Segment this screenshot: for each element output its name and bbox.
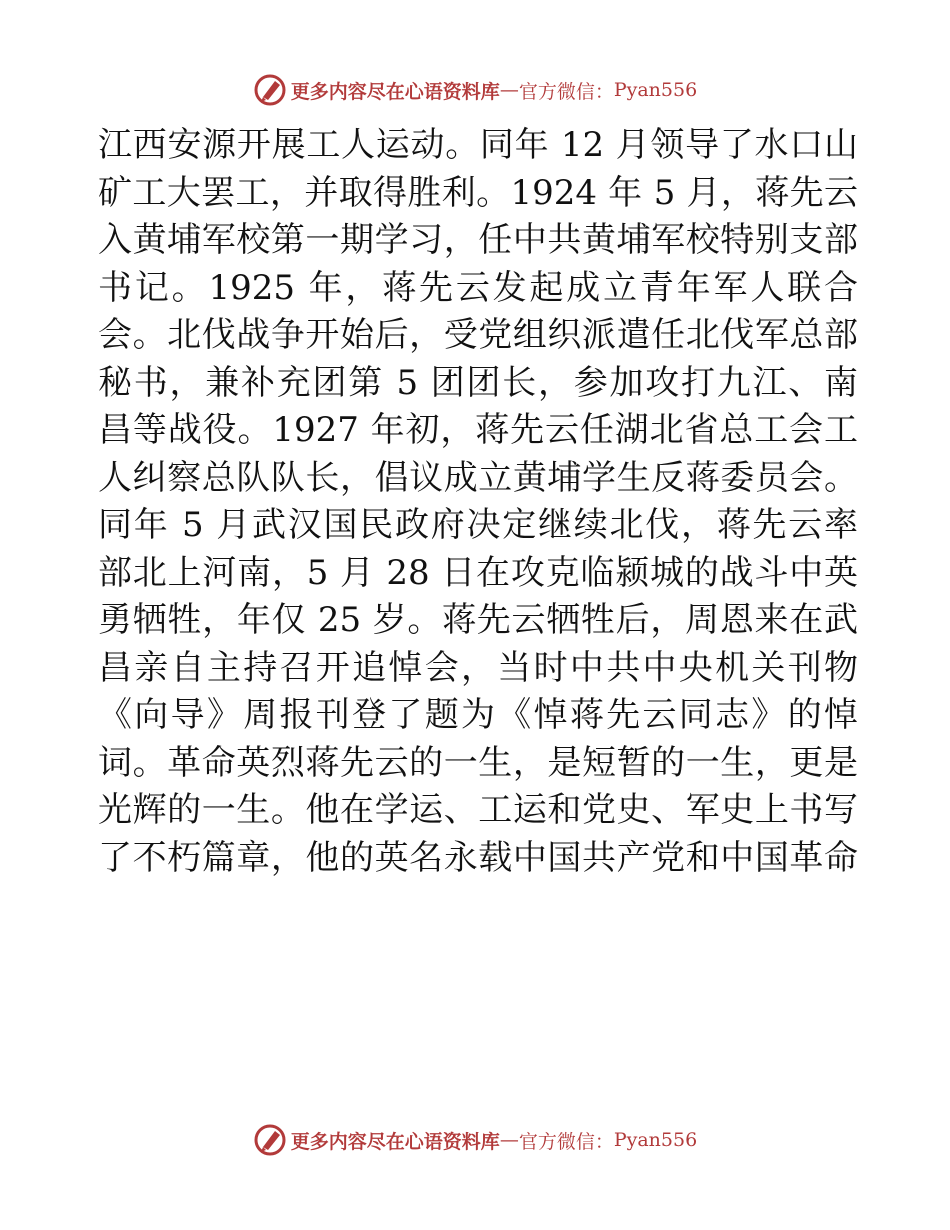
- body-line-6: 秘书，兼补充团第 5 团团长，参加攻打九江、南: [98, 362, 858, 403]
- body-line-15: 光辉的一生。他在学运、工运和党史、军史上书写: [98, 790, 858, 830]
- banner-separator: —: [499, 79, 519, 101]
- body-line-5: 会。北伐战争开始后，受党组织派遣任北伐军总部: [98, 315, 858, 355]
- pen-circle-logo-icon: [253, 73, 287, 107]
- banner-separator: —: [499, 1129, 519, 1151]
- banner-main-text: 更多内容尽在心语资料库: [290, 1130, 500, 1153]
- body-line-1: 江西安源开展工人运动。同年 12 月领导了水口山: [98, 125, 858, 165]
- banner-contact-id: Pyan556: [613, 1129, 698, 1151]
- body-line-11: 勇牺牲，年仅 25 岁。蒋先云牺牲后，周恩来在武: [98, 600, 858, 640]
- banner-main-text: 更多内容尽在心语资料库: [290, 80, 500, 103]
- body-line-14: 词。革命英烈蒋先云的一生，是短暂的一生，更是: [98, 742, 858, 783]
- body-line-3: 入黄埔军校第一期学习，任中共黄埔军校特别支部: [98, 220, 858, 260]
- body-line-12: 昌亲自主持召开追悼会，当时中共中央机关刊物: [98, 647, 858, 688]
- banner-contact-label: 官方微信：: [518, 80, 614, 103]
- banner-contact-id: Pyan556: [613, 79, 698, 101]
- document-body: [98, 122, 858, 882]
- body-line-2: 矿工大罢工，并取得胜利。1924 年 5 月，蒋先云: [98, 172, 858, 213]
- body-line-9: 同年 5 月武汉国民政府决定继续北伐，蒋先云率: [98, 505, 858, 545]
- banner-contact-label: 官方微信：: [518, 1130, 614, 1153]
- footer-banner: [0, 1120, 950, 1160]
- body-line-13: 《向导》周报刊登了题为《悼蒋先云同志》的悼: [98, 695, 858, 735]
- body-line-10: 部北上河南，5 月 28 日在攻克临颍城的战斗中英: [98, 552, 858, 593]
- header-banner: [0, 70, 950, 110]
- body-line-8: 人纠察总队队长，倡议成立黄埔学生反蒋委员会。: [98, 457, 858, 498]
- body-line-7: 昌等战役。1927 年初，蒋先云任湖北省总工会工: [98, 410, 858, 450]
- pen-circle-logo-icon: [253, 1123, 287, 1157]
- body-line-16: 了不朽篇章，他的英名永载中国共产党和中国革命: [98, 837, 858, 878]
- body-line-4: 书记。1925 年，蒋先云发起成立青年军人联合: [98, 267, 858, 308]
